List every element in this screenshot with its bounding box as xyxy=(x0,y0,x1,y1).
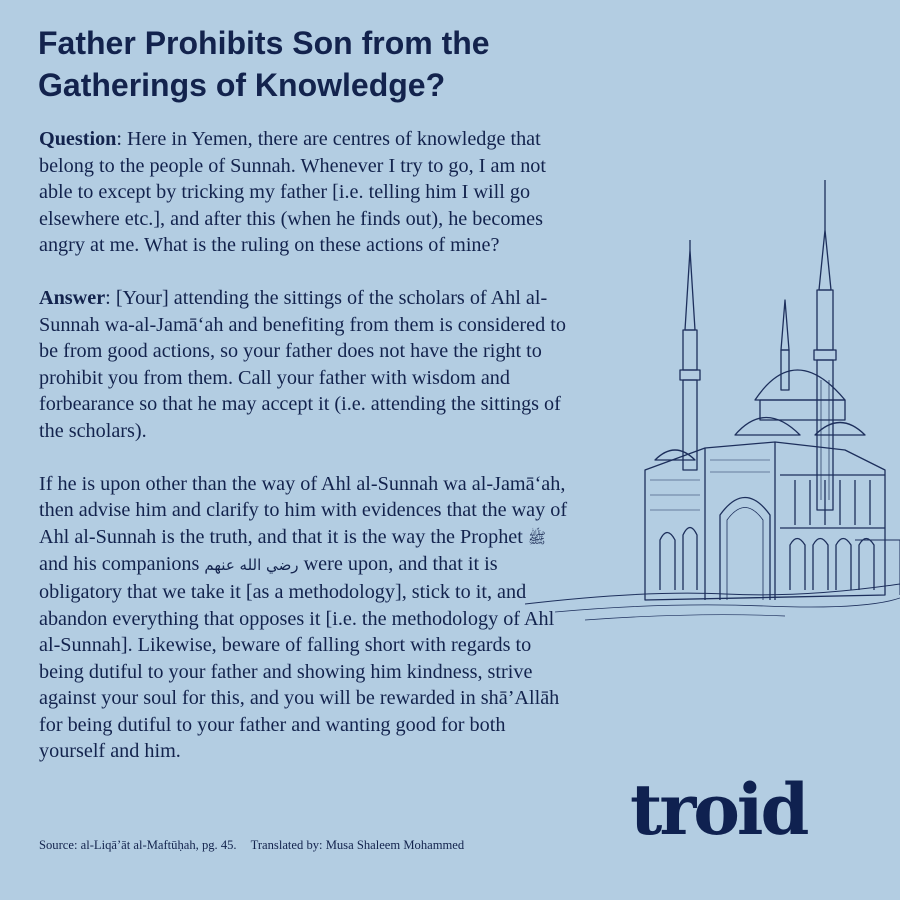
answer-text: : [Your] attending the sittings of the scholars of Ahl al-Sunnah wa-al-Jamā‘ah and benefiting from them is considered to be from good actions, so your father does not have the right to prohibit you from them. Call your father with wisdom and forbearance so that he may accept it (i.e. attending the sittings of the scholars). xyxy=(39,286,566,442)
mosque-illustration xyxy=(525,180,900,650)
source-line xyxy=(39,838,464,853)
article-body xyxy=(39,126,574,791)
troid-logo: troid xyxy=(630,768,807,851)
translator-credit: Translated by: Musa Shaleem Mohammed xyxy=(250,838,465,852)
question-paragraph xyxy=(39,126,574,259)
page-title: Father Prohibits Son from the Gatherings of Knowledge? xyxy=(38,25,490,103)
honorific-companions-icon: رضي الله عنهم xyxy=(204,556,299,575)
honorific-prophet-icon: ﷺ xyxy=(527,528,547,547)
answer-label: Answer xyxy=(39,286,106,309)
question-label: Question xyxy=(39,128,117,150)
source-citation: Source: al-Liqā’āt al-Maftūḥah, pg. 45. xyxy=(39,838,237,852)
answer-paragraph xyxy=(39,285,574,445)
advice-text-part2: and his companions xyxy=(39,553,200,576)
advice-text-part3: were upon, and that it is obligatory that we take it [as a methodology], stick to it, and abandon everything that opposes it [i.e. the methodology of Ahl al-Sunnah]. Likewise, beware of falling short with regards to being dutiful to your father and showing him kindness, strive against your soul for this, and you will be rewarded in shā’Allāh for being dutiful to your father and wanting good for both yourself and him. xyxy=(39,553,560,763)
question-text: : Here in Yemen, there are centres of knowledge that belong to the people of Sunnah. Whenever I try to go, I am not able to except by tricking my father [i.e. telling him I will go elsewhere etc.], and after this (when he finds out), he becomes angry at me. What is the ruling on these actions of mine? xyxy=(39,128,546,257)
advice-paragraph xyxy=(39,471,574,766)
advice-text-part1: If he is upon other than the way of Ahl al-Sunnah wa al-Jamā‘ah, then advise him and clarify to him with evidences that the way of Ahl al-Sunnah is the truth, and that it is the way the Prophet xyxy=(39,472,568,548)
